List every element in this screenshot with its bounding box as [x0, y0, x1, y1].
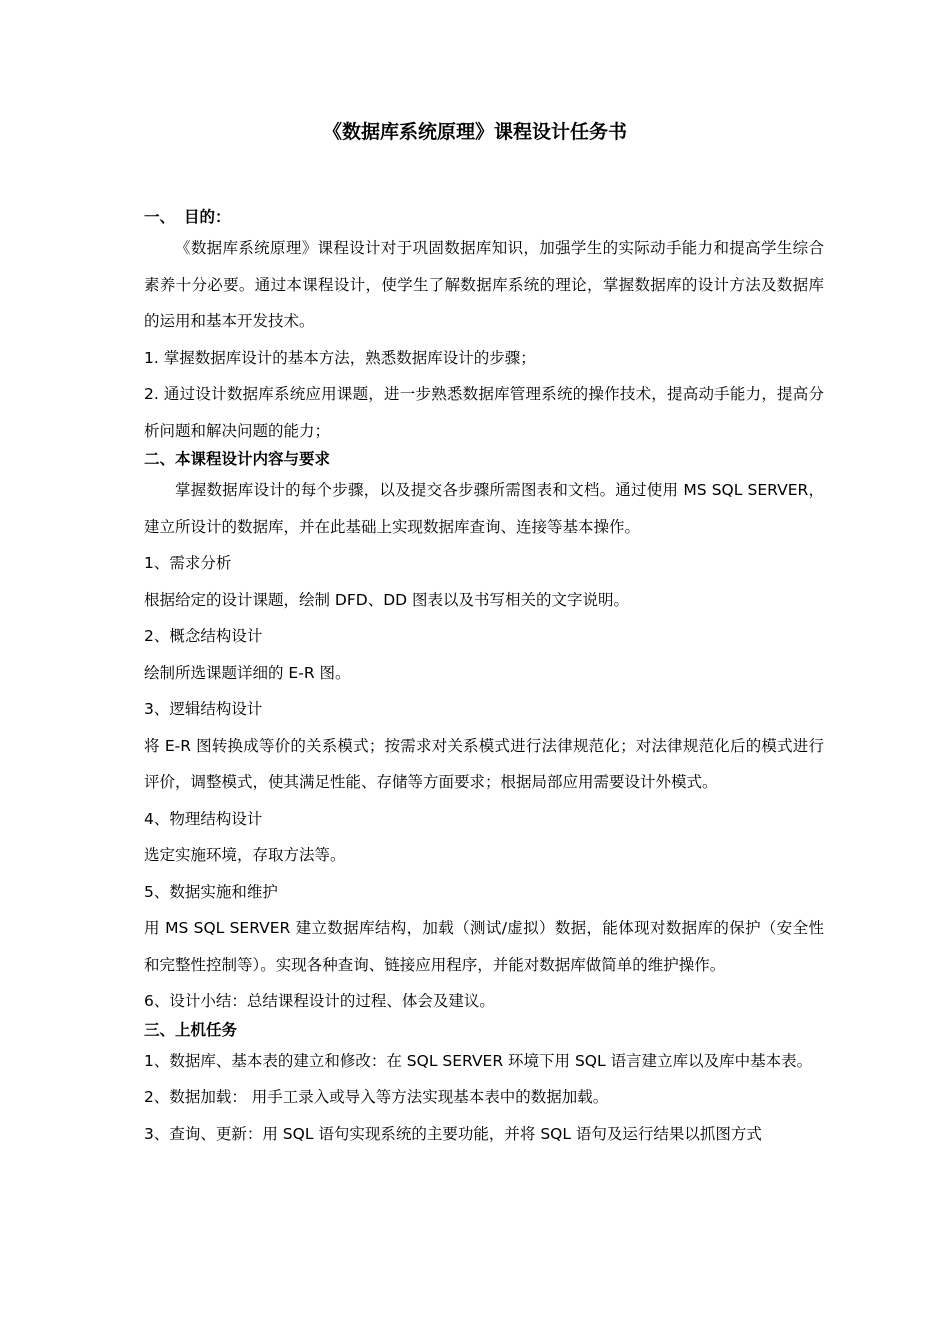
paragraph: 1、数据库、基本表的建立和修改：在 SQL SERVER 环境下用 SQL 语言建立库以及库中基本表。	[144, 1051, 813, 1070]
list-item: 2. 通过设计数据库系统应用课题，进一步熟悉数据库管理系统的操作技术，提高动手能力，提高分析问题和解决问题的能力；	[144, 385, 824, 440]
list-item: 1. 掌握数据库设计的基本方法，熟悉数据库设计的步骤；	[144, 348, 536, 367]
paragraph: 用 MS SQL SERVER 建立数据库结构，加载（测试/虚拟）数据，能体现对数据库的保护（安全性和完整性控制等）。实现各种查询、链接应用程序，并能对数据库做简单的维护操作。	[144, 919, 824, 974]
paragraph: 3、查询、更新：用 SQL 语句实现系统的主要功能，并将 SQL 语句及运行结果以抓图方式	[144, 1124, 762, 1143]
subheading: 4、物理结构设计	[144, 809, 263, 828]
section-heading-number: 一、	[144, 208, 176, 226]
document-body	[144, 204, 824, 1152]
subheading: 1、需求分析	[144, 554, 232, 572]
paragraph: 6、设计小结：总结课程设计的过程、体会及建议。	[144, 992, 495, 1010]
section-heading-text: 目的：	[184, 208, 231, 226]
paragraph: 将 E-R 图转换成等价的关系模式；按需求对关系模式进行法律规范化；对法律规范化后的模式进行评价，调整模式，使其满足性能、存储等方面要求；根据局部应用需要设计外模式。	[144, 736, 824, 791]
paragraph: 根据给定的设计课题，绘制 DFD、DD 图表以及书写相关的文字说明。	[144, 590, 630, 609]
section-heading-lab-tasks: 三、上机任务	[144, 1020, 238, 1039]
paragraph: 《数据库系统原理》课程设计对于巩固数据库知识，加强学生的实际动手能力和提高学生综合素养十分必要。通过本课程设计，使学生了解数据库系统的理论，掌握数据库的设计方法及数据库的运用和基本开发技术。	[144, 239, 824, 330]
subheading: 5、数据实施和维护	[144, 882, 278, 901]
document-title: 《数据库系统原理》课程设计任务书	[322, 121, 627, 143]
subheading: 3、逻辑结构设计	[144, 700, 263, 718]
section-heading-purpose	[144, 204, 824, 230]
paragraph: 绘制所选课题详细的 E-R 图。	[144, 663, 351, 682]
section-heading-content: 二、本课程设计内容与要求	[144, 450, 331, 468]
paragraph: 选定实施环境，存取方法等。	[144, 846, 346, 864]
paragraph: 掌握数据库设计的每个步骤，以及提交各步骤所需图表和文档。通过使用 MS SQL SERVER，建立所设计的数据库，并在此基础上实现数据库查询、连接等基本操作。	[144, 481, 824, 536]
paragraph: 2、数据加载： 用手工录入或导入等方法实现基本表中的数据加载。	[144, 1088, 609, 1106]
subheading: 2、概念结构设计	[144, 627, 263, 645]
